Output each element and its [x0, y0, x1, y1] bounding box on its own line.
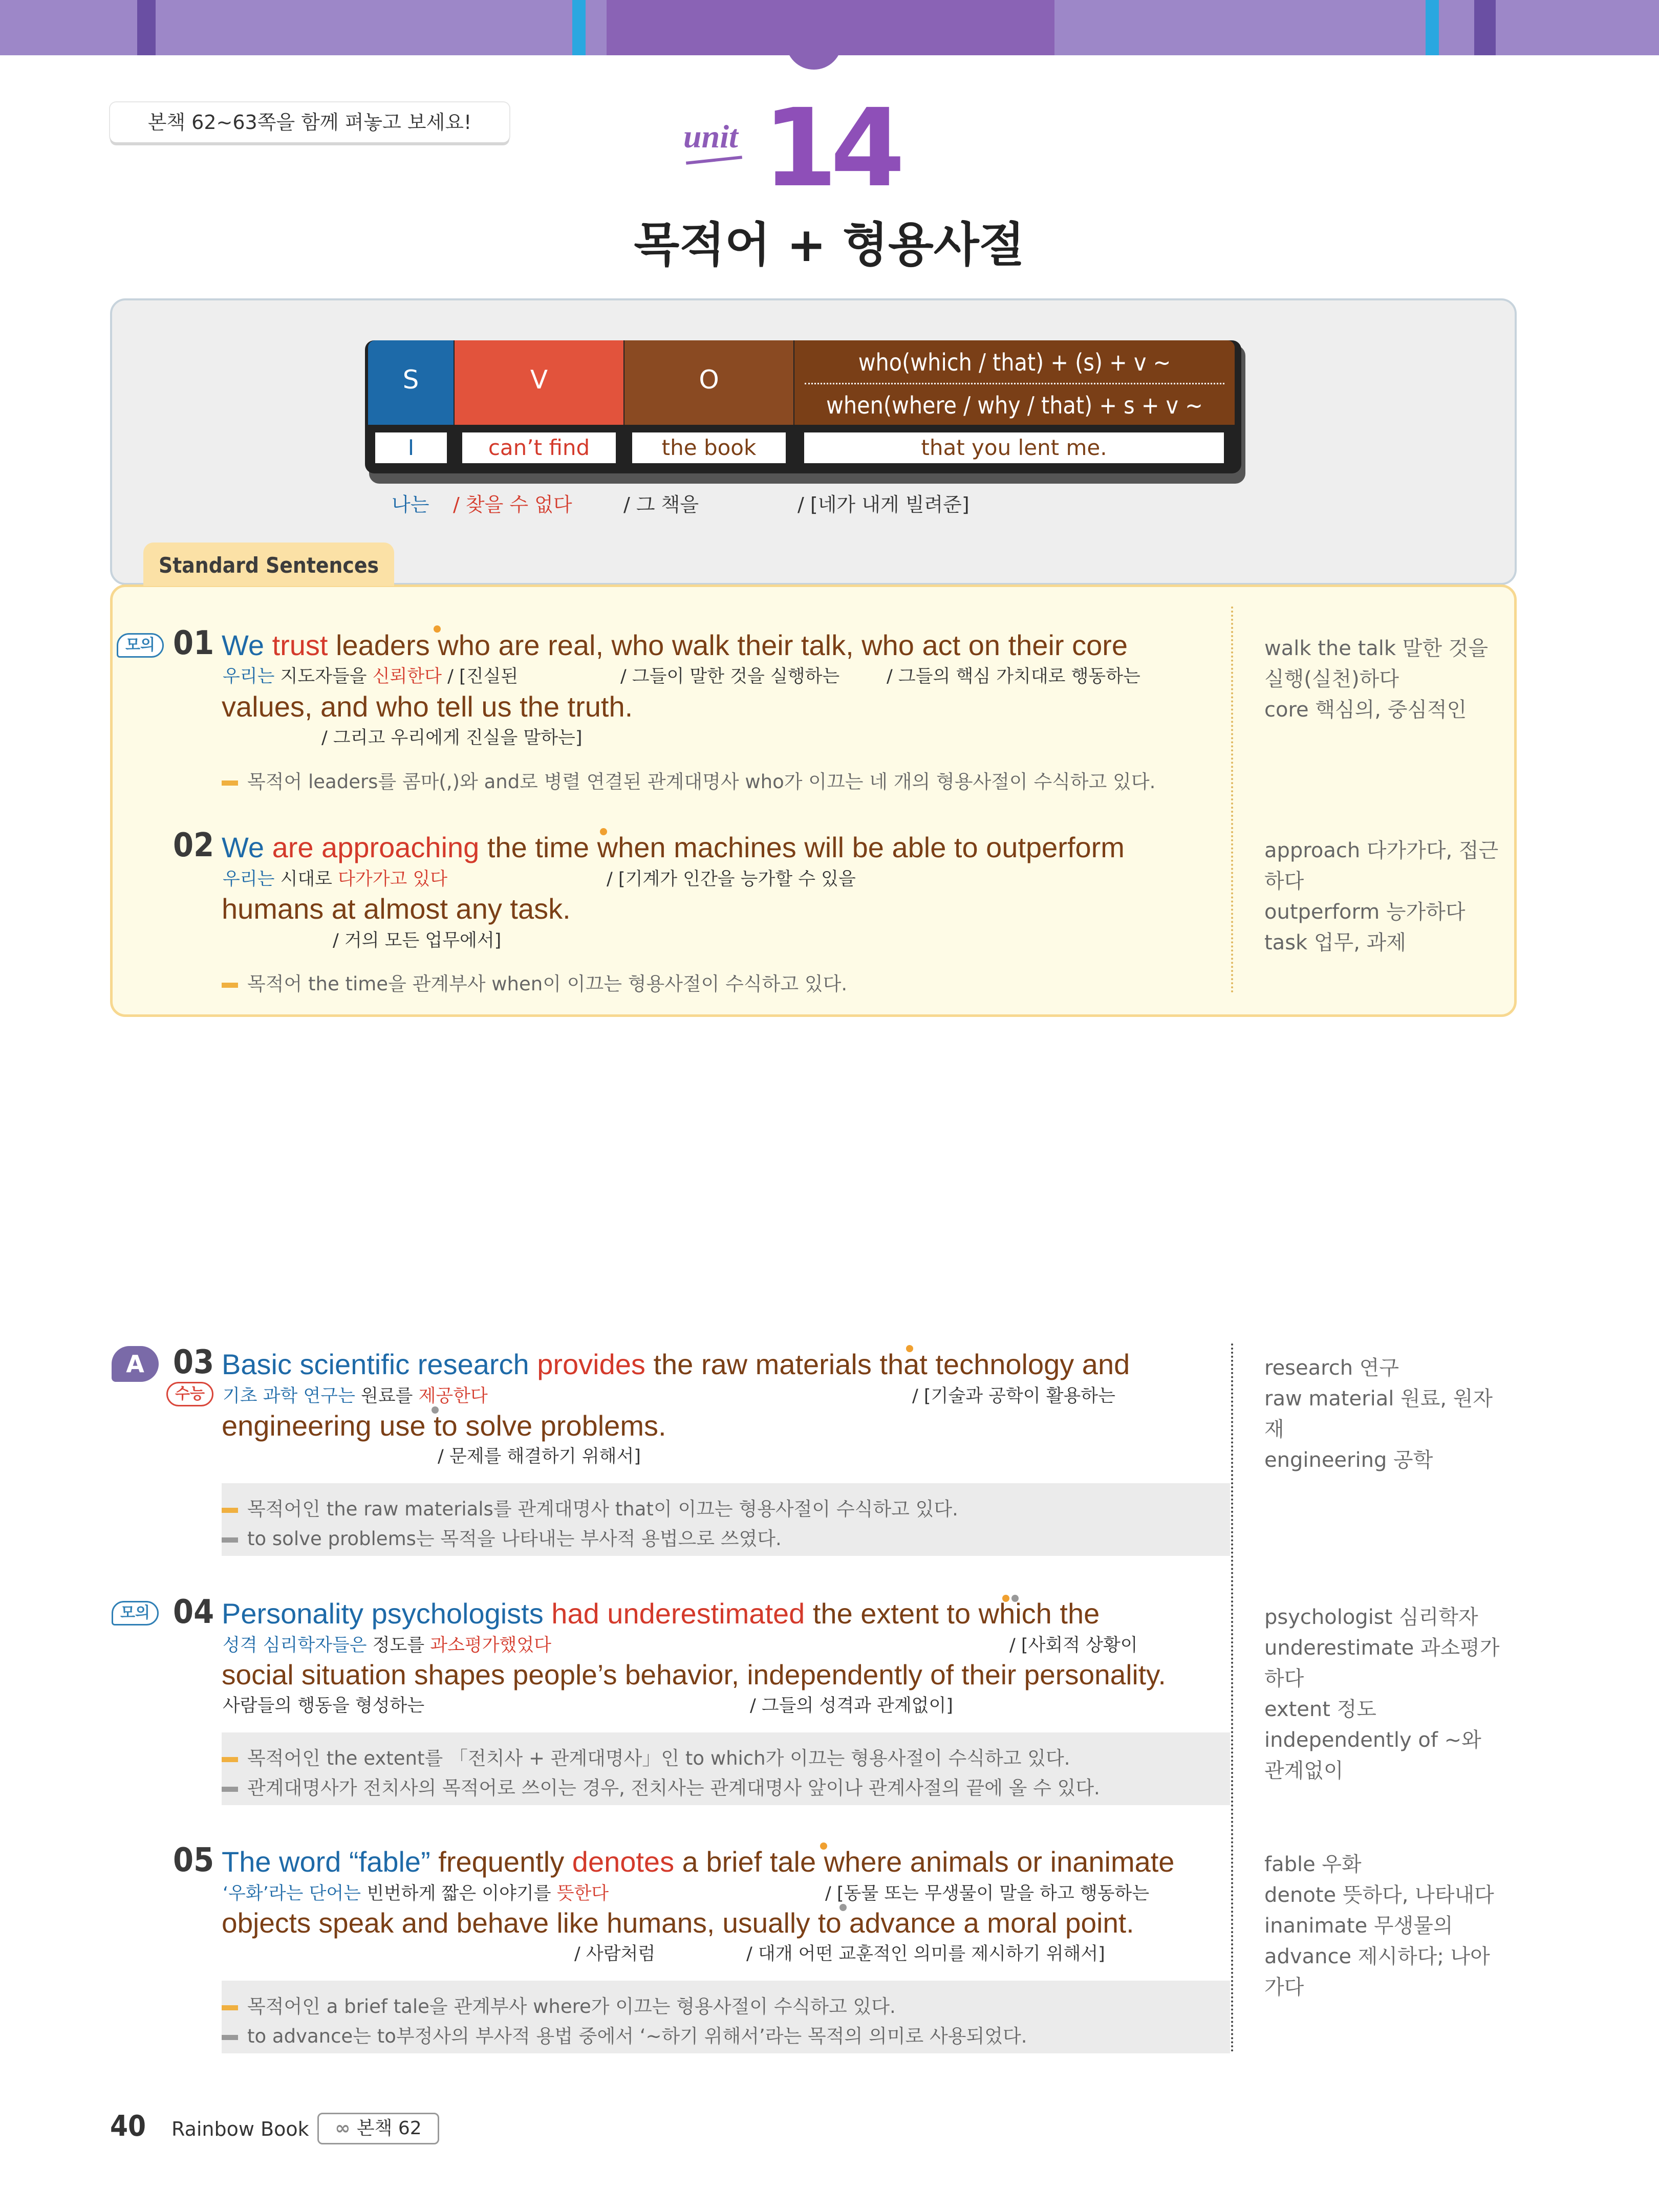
subject: Basic scientific research: [222, 1348, 529, 1380]
kr-object: 정도를: [367, 1635, 430, 1656]
note-marker: [222, 1757, 238, 1762]
sentence-5-translation-2: / 대개 어떤 교훈적인 의미를 제시하기 위해서]: [746, 1944, 1105, 1964]
sentence-number: 04: [173, 1593, 214, 1631]
clause: who are real, who walk their talk, who act on their core: [429, 629, 1128, 661]
banner-knob: [786, 41, 842, 70]
clause: where animals or inanimate: [816, 1846, 1175, 1878]
reference-box: [317, 2113, 439, 2144]
sentence-5-translation-1b: / [동물 또는 무생물이 말을 하고 행동하는: [825, 1883, 1150, 1904]
verb: denotes: [564, 1846, 675, 1878]
sentence-3-note-1: [222, 1493, 958, 1521]
sentence-2-translation-1: [223, 865, 447, 891]
note-text: 목적어 the time을 관계부사 when이 이끄는 형용사절이 수식하고 있다.: [247, 973, 848, 995]
vocab-item: walk the talk 말한 것을 실행(실천)하다: [1264, 637, 1489, 691]
clause: that technology and: [871, 1348, 1130, 1380]
note-marker: [222, 780, 238, 786]
sentence-number: 03: [173, 1343, 214, 1381]
clause: to which the: [938, 1597, 1100, 1630]
kr-verb: 다가가고 있다: [338, 869, 448, 890]
clause-top-label: who(which / that) + (s) + v ~: [858, 349, 1171, 376]
verb: had underestimated: [543, 1597, 805, 1630]
notice-pill: 본책 62~63쪽을 함께 펴놓고 보세요!: [110, 102, 509, 142]
sentence-3-translation-1b: / [기술과 공학이 활용하는: [912, 1386, 1115, 1406]
vocab-item: inanimate 무생물의: [1264, 1914, 1453, 1938]
kr-subject: 우리는: [223, 869, 275, 890]
note-text: 목적어인 the extent를 「전치사 + 관계대명사」인 to which가 이끄는 형용사절이 수식하고 있다.: [247, 1747, 1070, 1769]
banner-stripe: [1426, 0, 1439, 55]
vocab-4: [1264, 1602, 1505, 1786]
sentence-2-translation-1b: / [기계가 인간을 능가할 수 있을: [607, 869, 856, 890]
vocab-3: [1264, 1353, 1505, 1476]
vocab-2: [1264, 835, 1505, 958]
s-cell: [368, 340, 454, 425]
vocab-item: raw material 원료, 원자재: [1264, 1387, 1493, 1441]
sentence-4-translation-2: / 그들의 성격과 관계없이]: [750, 1696, 953, 1716]
sentence-4-note-2: [222, 1772, 1100, 1800]
sentence-1-line-2: values, and who tell us the truth.: [222, 690, 633, 723]
note-marker: [222, 983, 238, 988]
subject: We: [222, 831, 264, 863]
kr-subject: ‘우화’라는 단어는: [223, 1883, 361, 1904]
sentence-5-translation-1: [223, 1879, 609, 1905]
sentence-1-translation-2: / 그리고 우리에게 진실을 말하는]: [321, 728, 583, 748]
v-slot: [462, 432, 616, 463]
sentence-3-line-1: [222, 1348, 1130, 1381]
sentence-1-line-1: [222, 628, 1128, 662]
mock-exam-badge: 모의: [112, 1601, 159, 1625]
note-text: to advance는 to부정사의 부사적 용법 중에서 ‘~하기 위해서’라는 목적의 의미로 사용되었다.: [247, 2025, 1027, 2047]
vocab-item: psychologist 심리학자: [1264, 1606, 1478, 1629]
verb: provides: [529, 1348, 645, 1380]
sentence-number: 05: [173, 1841, 214, 1879]
kr-object: 시대로: [274, 869, 338, 890]
sentence-number: 01: [173, 624, 214, 662]
vocab-item: task 업무, 과제: [1264, 931, 1406, 955]
note-text: 목적어 leaders를 콤마(,)와 and로 병렬 연결된 관계대명사 who가 이끄는 네 개의 형용사절이 수식하고 있다.: [247, 771, 1156, 793]
kr-adverb: 빈번하게: [361, 1883, 436, 1904]
sentence-5-translation-2a: / 사람처럼: [574, 1944, 656, 1964]
verb: are approaching: [272, 831, 480, 863]
sentence-1-translation-1c: / 그들의 핵심 가치대로 행동하는: [887, 666, 1140, 687]
sentence-5-line-2: objects speak and behave like humans, usually to advance a moral point.: [222, 1907, 1134, 1939]
sentence-1-translation-1b: / 그들이 말한 것을 실행하는: [620, 666, 840, 687]
kr-verb: 뜻한다: [556, 1883, 609, 1904]
standard-sentences-tab: Standard Sentences: [143, 543, 394, 586]
object: a brief tale: [674, 1846, 816, 1878]
unit-underline: [686, 156, 742, 164]
kr-subject: 우리는: [223, 666, 275, 687]
vocab-item: denote 뜻하다, 나타내다: [1264, 1883, 1494, 1907]
sentence-5-note-1: [222, 1991, 896, 2019]
sentence-4-translation-1b: / [사회적 상황이: [1009, 1635, 1138, 1656]
sentence-5-note-2: [222, 2021, 1027, 2048]
note-text: 관계대명사가 전치사의 목적어로 쓰이는 경우, 전치사는 관계대명사 앞이나 관계사절의 끝에 올 수 있다.: [247, 1777, 1100, 1799]
vocab-item: advance 제시하다; 나아가다: [1264, 1945, 1490, 1999]
note-marker: [222, 2035, 238, 2040]
object: the extent: [805, 1597, 939, 1630]
link-icon: ∞: [335, 2118, 357, 2139]
sentence-3-line-2: engineering use to solve problems.: [222, 1409, 666, 1442]
s-label: S: [402, 365, 419, 395]
sentence-3-translation-1: [223, 1382, 488, 1407]
sentence-2-translation-2: / 거의 모든 업무에서]: [333, 930, 502, 951]
sentence-2-line-1: [222, 831, 1125, 864]
object: leaders: [328, 629, 430, 661]
unit-label: unit: [683, 118, 738, 155]
mock-exam-badge: 모의: [117, 633, 164, 658]
sentence-3-translation-2: / 문제를 해결하기 위해서]: [438, 1446, 641, 1467]
sentence-4-translation-2a: 사람들의 행동을 형성하는: [223, 1696, 425, 1716]
vocab-item: independently of ~와 관계없이: [1264, 1728, 1481, 1783]
vocab-5: [1264, 1849, 1505, 2003]
banner-stripe: [572, 0, 586, 55]
vocab-item: outperform 능가하다: [1264, 900, 1466, 924]
structure-diagram: [365, 340, 1240, 479]
book-name: Rainbow Book: [171, 2118, 309, 2140]
vocab-item: core 핵심의, 중심적인: [1264, 698, 1467, 722]
kr-object: 원료를: [355, 1386, 419, 1406]
kr-object: 짧은 이야기를: [436, 1883, 557, 1904]
gloss-clause: / [네가 내게 빌려준]: [798, 493, 969, 516]
page-number: 40: [110, 2110, 146, 2143]
side-divider: [1231, 606, 1233, 993]
clause-bottom-label: when(where / why / that) + s + v ~: [826, 392, 1203, 419]
o-cell: [624, 340, 793, 425]
gloss-o: / 그 책을: [623, 493, 699, 516]
kr-subject: 성격 심리학자들은: [223, 1635, 367, 1656]
note-marker: [222, 1537, 238, 1543]
kr-clause: / [진실된: [442, 666, 519, 687]
sentence-3-note-2: [222, 1523, 782, 1551]
sentence-2-line-2: humans at almost any task.: [222, 893, 571, 925]
sentence-2-note: [222, 968, 847, 996]
note-text: 목적어인 a brief tale을 관계부사 where가 이끄는 형용사절이 수식하고 있다.: [247, 1996, 896, 2018]
vocab-item: approach 다가가다, 접근하다: [1264, 839, 1499, 893]
note-text: 목적어인 the raw materials를 관계대명사 that이 이끄는 형용사절이 수식하고 있다.: [247, 1498, 958, 1520]
sentence-5-line-1: [222, 1845, 1174, 1878]
suneung-badge: 수능: [166, 1382, 213, 1406]
object: the time: [479, 831, 590, 863]
vocab-item: engineering 공학: [1264, 1448, 1433, 1472]
vocab-item: extent 정도: [1264, 1698, 1376, 1721]
v-slot-red: can’t: [488, 435, 543, 460]
sentence-4-translation-1: [223, 1631, 551, 1657]
gloss-v: / 찾을 수 없다: [453, 493, 572, 516]
unit-number: 14: [763, 85, 898, 211]
kr-verb: 신뢰한다: [372, 666, 442, 687]
v-cell: [455, 340, 623, 425]
subject: Personality psychologists: [222, 1597, 544, 1630]
vocab-item: fable 우화: [1264, 1853, 1362, 1876]
kr-verb: 제공한다: [418, 1386, 488, 1406]
v-label: V: [530, 365, 548, 395]
sentence-1-translation-1: [223, 662, 518, 688]
o-slot: the book: [632, 432, 786, 463]
banner-stripe: [1474, 0, 1496, 55]
banner-stripe: [137, 0, 156, 55]
kr-verb: 과소평가했었다: [430, 1635, 551, 1656]
v-slot-rest: find: [542, 435, 590, 460]
adverb: frequently: [430, 1846, 565, 1878]
note-marker: [222, 1787, 238, 1792]
clause-divider: [805, 383, 1224, 384]
vocab-item: underestimate 과소평가하다: [1264, 1636, 1500, 1690]
note-marker: [222, 1508, 238, 1513]
vocab-item: research 연구: [1264, 1356, 1399, 1380]
reference-text: 본책 62: [356, 2118, 422, 2139]
kr-object: 지도자들을: [274, 666, 373, 687]
note-marker: [222, 2005, 238, 2010]
gloss-s: 나는: [392, 493, 429, 516]
object: the raw materials: [645, 1348, 872, 1380]
sentence-4-line-1: [222, 1597, 1100, 1630]
o-label: O: [699, 365, 719, 395]
unit-title: 목적어 + 형용사절: [634, 218, 1025, 272]
clause-cell: [794, 340, 1235, 425]
sentence-4-line-2: social situation shapes people’s behavior, independently of their personality.: [222, 1659, 1166, 1690]
verb: trust: [272, 629, 328, 661]
sentence-1-note: [222, 766, 1155, 794]
subject: The word “fable”: [222, 1846, 430, 1878]
s-slot: I: [375, 432, 447, 463]
clause: when machines will be able to outperform: [589, 831, 1125, 863]
practice-side-divider: [1231, 1343, 1233, 2052]
sentence-number: 02: [173, 827, 214, 864]
subject: We: [222, 629, 264, 661]
vocab-1: [1264, 633, 1505, 725]
kr-subject: 기초 과학 연구는: [223, 1386, 355, 1406]
sentence-4-note-1: [222, 1743, 1070, 1770]
clause-slot: that you lent me.: [804, 432, 1224, 463]
note-text: to solve problems는 목적을 나타내는 부사적 용법으로 쓰였다.: [247, 1528, 782, 1550]
section-a-badge: A: [112, 1346, 159, 1382]
